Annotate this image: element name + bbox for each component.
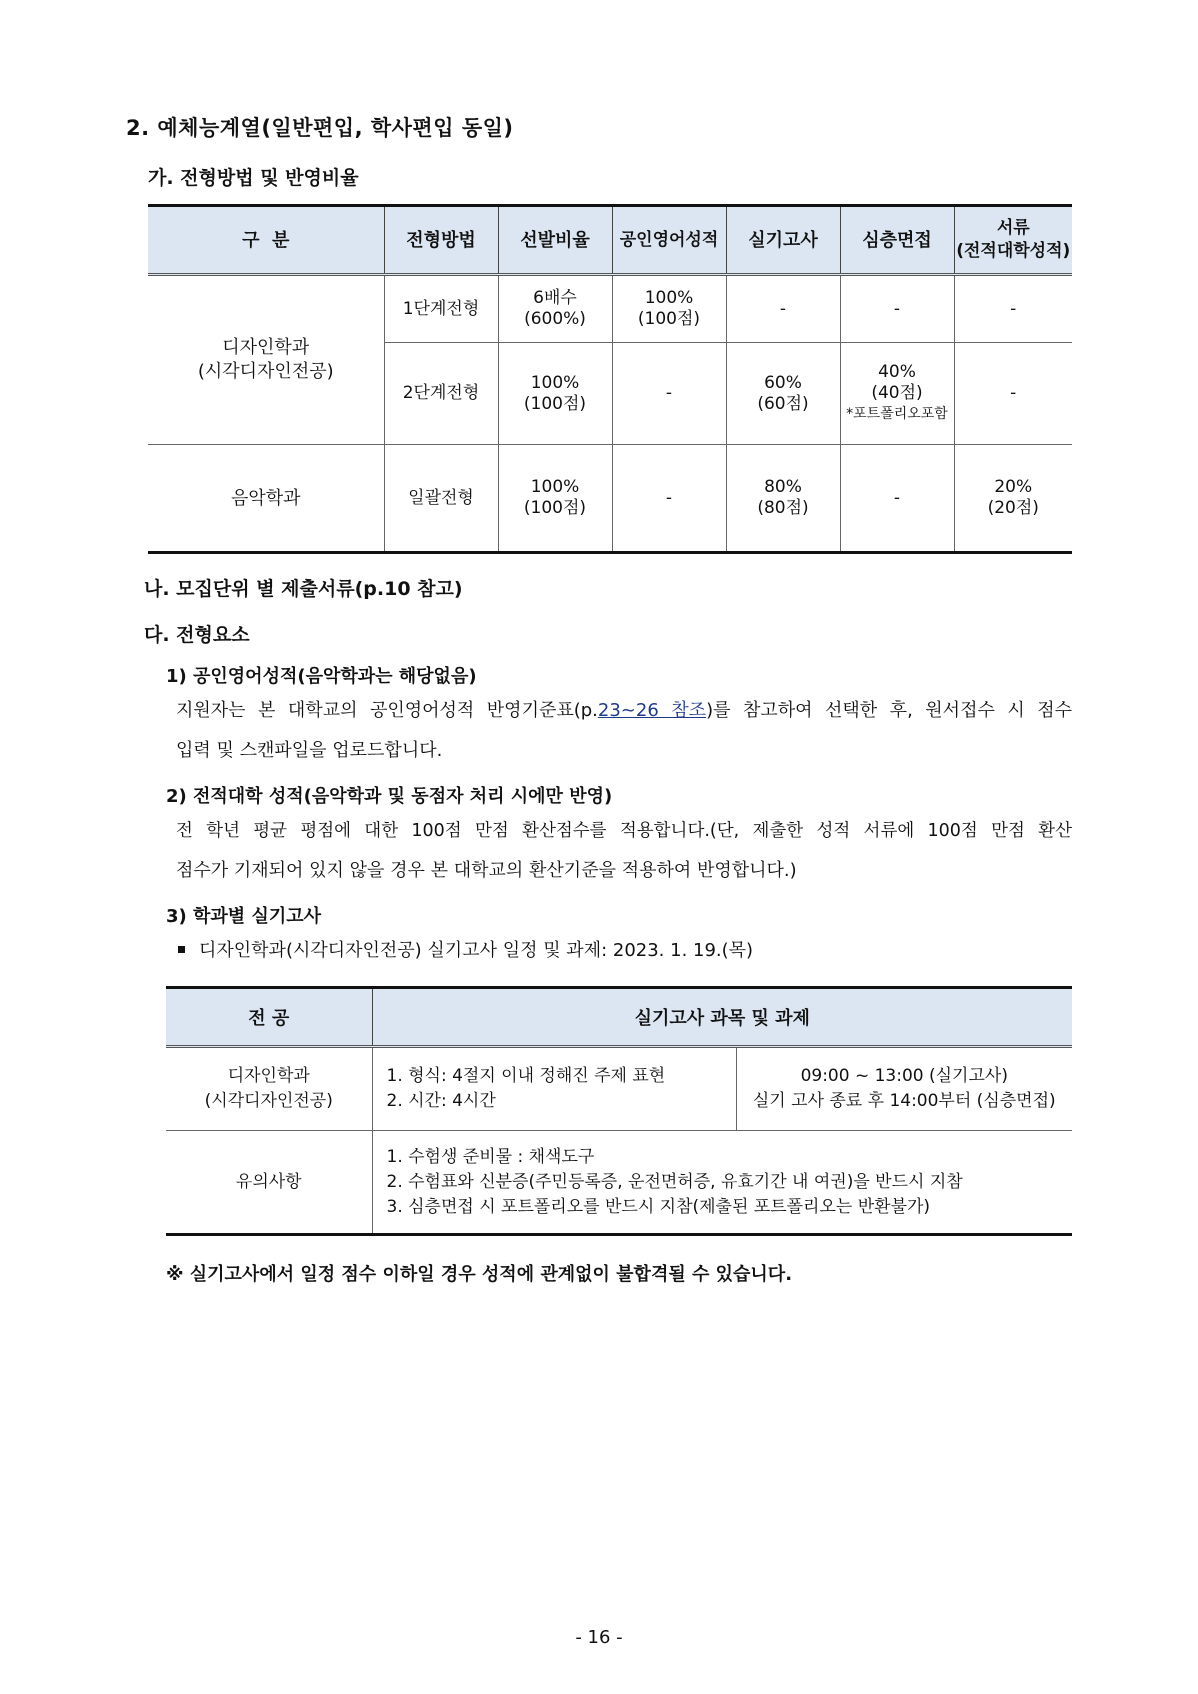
interview-note: *포트폴리오포함 <box>846 406 948 422</box>
ratio-sub: (100점) <box>523 498 587 518</box>
practical-cell <box>726 343 840 445</box>
item1-line2: 입력 및 스캔파일을 업로드합니다. <box>176 740 443 761</box>
english-cell: - <box>612 343 726 445</box>
schedule-exam: 09:00 ~ 13:00 (실기고사) <box>800 1066 1008 1086</box>
header-exam-subjects: 실기고사 과목 및 과제 <box>372 988 1072 1047</box>
ratio-cell <box>498 445 612 553</box>
method-cell: 일괄전형 <box>384 445 498 553</box>
note-item: 2. 수험표와 신분증(주민등록증, 운전면허증, 유효기간 내 여권)을 반드시 지참 <box>386 1171 963 1192</box>
page-number: - 16 - <box>575 1627 623 1648</box>
english-cell: - <box>612 445 726 553</box>
documents-cell: - <box>954 275 1072 343</box>
dept-design-major: (시각디자인전공) <box>197 361 334 382</box>
selection-ratio-table <box>148 204 1072 554</box>
task-format: 1. 형식: 4절지 이내 정해진 주제 표현 <box>386 1066 666 1086</box>
practical-cell <box>726 445 840 553</box>
item1-title: 1) 공인영어성적(음악학과는 해당없음) <box>166 666 477 687</box>
subsection-c-title: 다. 전형요소 <box>144 624 250 646</box>
subsection-a-title: 가. 전형방법 및 반영비율 <box>148 167 359 189</box>
dept-design-name: 디자인학과 <box>222 337 310 358</box>
item1-text-a: 지원자는 본 대학교의 공인영어성적 반영기준표(p. <box>176 700 598 721</box>
header-ratio: 선발비율 <box>498 206 612 275</box>
table-header-row <box>148 206 1072 275</box>
header-major: 전 공 <box>166 988 372 1047</box>
item3-bullet-text: 디자인학과(시각디자인전공) 실기고사 일정 및 과제: 2023. 1. 19.(목) <box>199 940 754 961</box>
table-row <box>148 445 1072 553</box>
english-value: 100% <box>644 288 694 308</box>
documents-value: 20% <box>994 477 1033 497</box>
item2-title: 2) 전적대학 성적(음악학과 및 동점자 처리 시에만 반영) <box>166 786 613 807</box>
practical-sub: (80점) <box>757 498 809 518</box>
table-row <box>148 275 1072 343</box>
table-row <box>166 1131 1072 1235</box>
note-item: 1. 수험생 준비물 : 채색도구 <box>386 1146 595 1167</box>
ratio-value: 100% <box>530 372 580 393</box>
header-practical: 실기고사 <box>726 206 840 275</box>
major-name: 디자인학과 <box>227 1066 310 1086</box>
header-category: 구 분 <box>148 206 384 275</box>
english-cell <box>612 275 726 343</box>
header-interview: 심층면접 <box>840 206 954 275</box>
practical-value: 60% <box>764 372 802 393</box>
documents-sub: (20점) <box>987 498 1039 518</box>
bullet-icon <box>178 946 185 953</box>
interview-cell: - <box>840 445 954 553</box>
item3-bullet <box>178 942 753 960</box>
subsection-b-title: 나. 모집단위 별 제출서류(p.10 참고) <box>144 578 463 600</box>
interview-cell <box>840 343 954 445</box>
ratio-cell <box>498 275 612 343</box>
ratio-value: 100% <box>530 477 580 497</box>
table-row <box>166 1047 1072 1131</box>
english-sub: (100점) <box>637 309 701 329</box>
dept-design <box>148 275 384 445</box>
notes-label: 유의사항 <box>166 1131 372 1235</box>
schedule-interview: 실기 고사 종료 후 14:00부터 (심층면접) <box>752 1091 1056 1111</box>
method-cell: 1단계전형 <box>384 275 498 343</box>
task-cell <box>372 1047 736 1131</box>
practical-sub: (60점) <box>757 393 809 414</box>
practical-cell: - <box>726 275 840 343</box>
interview-value: 40% <box>878 362 916 382</box>
item1-text-b: )를 참고하여 선택한 후, 원서접수 시 점수 <box>706 700 1072 721</box>
header-documents-line2: (전적대학성적) <box>956 241 1071 261</box>
header-documents-line1: 서류 <box>996 218 1030 238</box>
notes-cell <box>372 1131 1072 1235</box>
header-method: 전형방법 <box>384 206 498 275</box>
ratio-sub: (600%) <box>524 309 586 329</box>
item3-title: 3) 학과별 실기고사 <box>166 906 321 927</box>
header-documents <box>954 206 1072 275</box>
major-sub: (시각디자인전공) <box>204 1091 333 1111</box>
item2-line2: 점수가 기재되어 있지 않을 경우 본 대학교의 환산기준을 적용하여 반영합니다.) <box>176 860 797 881</box>
item1-line1 <box>176 702 1072 720</box>
page-reference-link[interactable]: 23~26 참조 <box>597 700 707 721</box>
table-header-row <box>166 988 1072 1047</box>
ratio-value: 6배수 <box>533 288 577 308</box>
item2-line1: 전 학년 평균 평점에 대한 100점 만점 환산점수를 적용합니다.(단, 제출한 성적 서류에 100점 만점 환산 <box>176 821 1072 841</box>
warning-note: ※ 실기고사에서 일정 점수 이하일 경우 성적에 관계없이 불합격될 수 있습니다. <box>166 1264 793 1285</box>
interview-sub: (40점) <box>871 383 923 403</box>
method-cell: 2단계전형 <box>384 343 498 445</box>
task-time: 2. 시간: 4시간 <box>386 1091 496 1111</box>
header-english: 공인영어성적 <box>612 206 726 275</box>
dept-music: 음악학과 <box>148 445 384 553</box>
ratio-sub: (100점) <box>523 393 587 414</box>
documents-cell <box>954 445 1072 553</box>
practical-value: 80% <box>764 477 802 497</box>
documents-cell: - <box>954 343 1072 445</box>
practical-exam-table <box>166 986 1072 1236</box>
interview-cell: - <box>840 275 954 343</box>
note-item: 3. 심층면접 시 포트폴리오를 반드시 지참(제출된 포트폴리오는 반환불가) <box>386 1196 931 1217</box>
section-title: 2. 예체능계열(일반편입, 학사편입 동일) <box>126 116 514 140</box>
ratio-cell <box>498 343 612 445</box>
major-cell <box>166 1047 372 1131</box>
schedule-cell <box>736 1047 1072 1131</box>
